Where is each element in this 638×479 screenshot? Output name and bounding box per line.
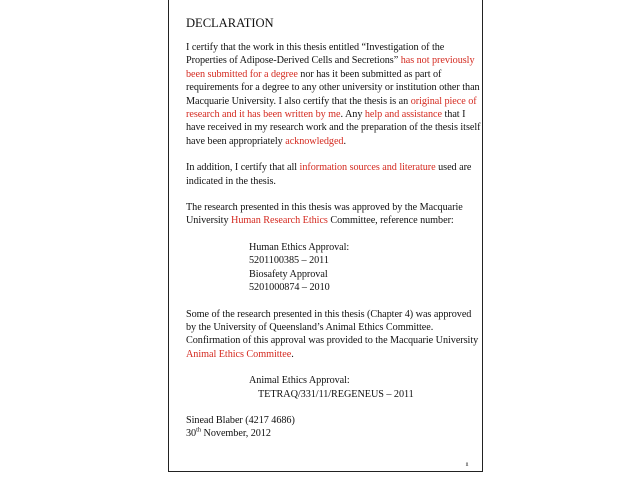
approval-line: Human Ethics Approval: xyxy=(249,241,350,253)
declaration-paragraph xyxy=(186,41,482,148)
date-rest: November, 2012 xyxy=(201,428,271,440)
text-run: I certify that the work in this thesis entitled “Investigation of the Properties of Adipose-Derived Cells and Secretions” xyxy=(186,42,445,67)
text-run: . Any xyxy=(340,109,365,121)
text-run: . xyxy=(291,348,294,360)
sources-paragraph xyxy=(186,161,482,188)
highlight-human-research-ethics: Human Research Ethics xyxy=(231,215,328,227)
signature-date xyxy=(186,427,482,440)
text-run: Committee, reference number: xyxy=(327,215,454,227)
approval-line: 5201000874 – 2010 xyxy=(249,282,330,294)
highlight-acknowledged: acknowledged xyxy=(285,135,344,147)
date-day-suffix: th xyxy=(196,426,202,434)
ethics-paragraph xyxy=(186,201,482,228)
highlight-information-sources: information sources and literature xyxy=(299,162,436,174)
signature-block xyxy=(186,414,482,441)
text-run: nor has it been submitted as part of requirements for a degree to any other university or institution other than Macquarie University. I also certify that the thesis is an xyxy=(186,68,480,107)
animal-approval-block xyxy=(186,374,482,401)
highlight-original-research: original piece of research and it has been written by me xyxy=(186,95,477,121)
highlight-animal-ethics-committee: Animal Ethics Committee xyxy=(186,348,292,360)
text-run: that I have received in my research work and the preparation of the thesis itself have been appropriately xyxy=(186,109,481,147)
highlight-not-submitted: has not previously been submitted for a degree xyxy=(186,55,475,80)
text-run: Some of the research presented in this thesis (Chapter 4) was approved by the University of Queensland’s Animal Ethics Committee. Confirmation of this approval was provided to the Macquarie University xyxy=(186,308,479,347)
page-title: DECLARATION xyxy=(186,16,274,30)
animal-approval-ref: TETRAQ/331/11/REGENEUS – 2011 xyxy=(258,388,414,400)
approval-line: Biosafety Approval xyxy=(249,268,328,280)
text-run: . xyxy=(343,135,346,147)
text-run: used are indicated in the thesis. xyxy=(186,162,472,187)
highlight-help-assistance: help and assistance xyxy=(364,109,442,121)
page-number: ii xyxy=(465,462,468,468)
approval-list xyxy=(186,241,482,295)
text-run: In addition, I certify that all xyxy=(186,162,300,174)
animal-approval-label: Animal Ethics Approval: xyxy=(249,375,350,387)
signature-name: Sinead Blaber (4217 4686) xyxy=(186,414,295,426)
approval-line: 5201100385 – 2011 xyxy=(249,255,329,267)
animal-ethics-paragraph xyxy=(186,308,482,362)
text-run: The research presented in this thesis was approved by the Macquarie University xyxy=(186,202,463,227)
document-page xyxy=(168,0,483,472)
date-day: 30 xyxy=(186,428,197,440)
document-content xyxy=(186,16,482,441)
